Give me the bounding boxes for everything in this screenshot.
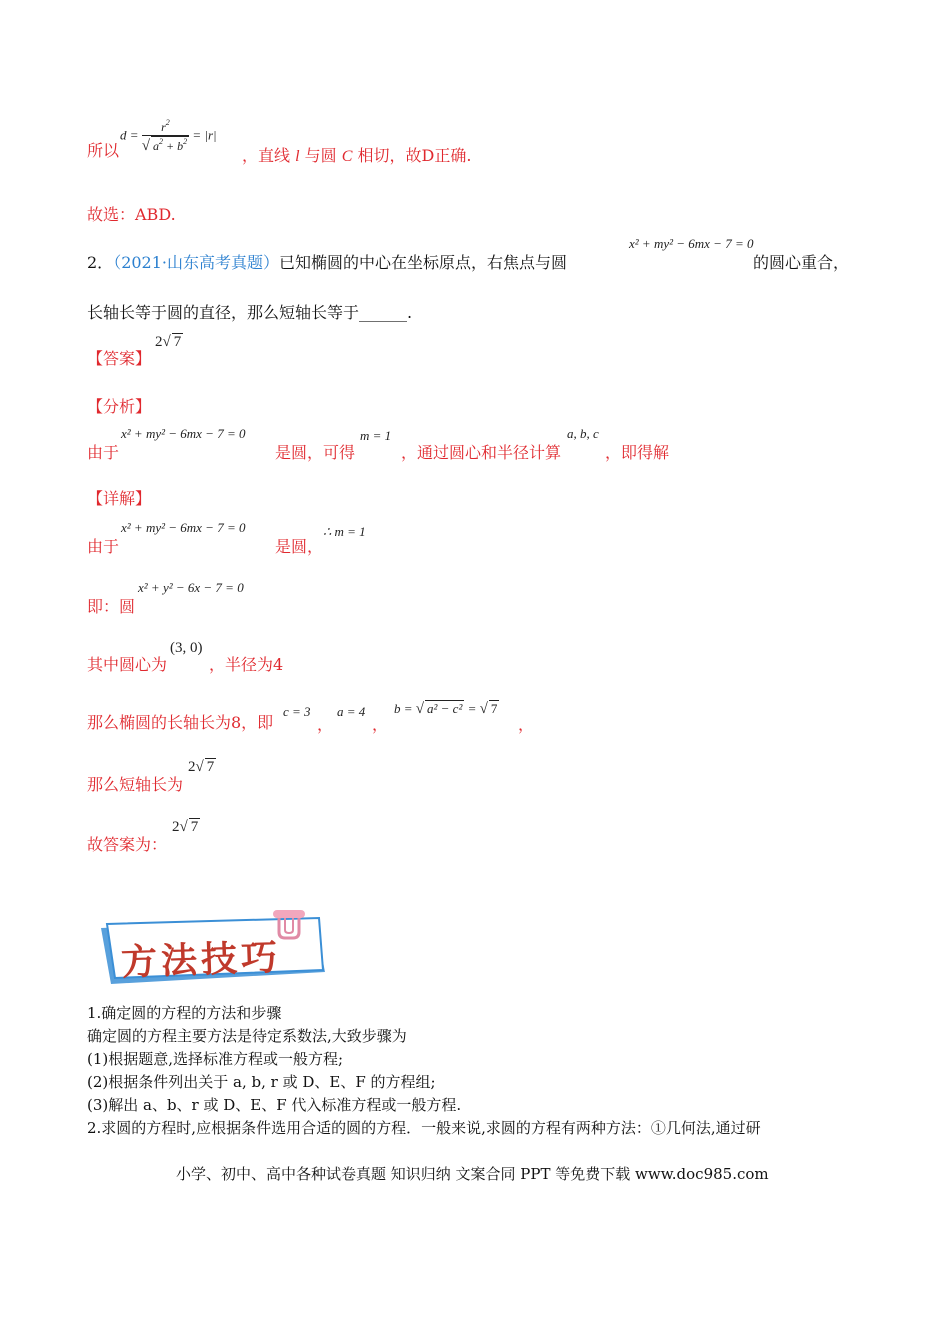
detail-l4-c: c = 3 bbox=[283, 704, 311, 719]
detail-l5-p1: 那么短轴长为 bbox=[87, 775, 184, 794]
formula-lhs: d = bbox=[120, 127, 139, 143]
detail-l6-p1: 故答案为： bbox=[87, 835, 168, 854]
analysis-eq: x² + my² − 6mx − 7 = 0 bbox=[121, 426, 246, 441]
detail-l3-p1: 其中圆心为 bbox=[87, 655, 168, 674]
detail-l3-p2: ，半径为4 bbox=[209, 655, 284, 674]
choice-answer: 故选：ABD. bbox=[87, 205, 176, 224]
analysis-p3: ，通过圆心和半径计算 bbox=[401, 443, 562, 462]
detail-l4-a: a = 4 bbox=[337, 704, 366, 719]
banner-title: 方法技巧 bbox=[120, 937, 282, 984]
distance-formula bbox=[120, 118, 217, 155]
method-line: 2.求圆的方程时,应根据条件选用合适的圆的方程．一般来说,求圆的方程有两种方法：①几何法,通过研 bbox=[87, 1119, 761, 1137]
analysis-abc: a, b, c bbox=[567, 426, 599, 441]
answer-value: 2√ 7 bbox=[155, 334, 182, 350]
method-line: (2)根据条件列出关于 a, b, r 或 D、E、F 的方程组; bbox=[87, 1073, 436, 1091]
detail-l4-sep2: ， bbox=[372, 715, 389, 734]
conclusion-tail: ，直线 l 与圆 C 相切，故D正确. bbox=[242, 146, 472, 165]
formula-fraction: $\frac{r^2}{√ a^2 + b^2}$ bbox=[141, 118, 188, 154]
detail-l4-b: b = √ a² − c² = √ 7 bbox=[394, 701, 498, 717]
detail-l2-p1: 即：圆 bbox=[87, 597, 136, 616]
analysis-p1: 由于 bbox=[87, 443, 120, 462]
method-line: 1.确定圆的方程的方法和步骤 bbox=[87, 1004, 282, 1022]
detail-l4-p1: 那么椭圆的长轴长为8，即 bbox=[87, 713, 274, 732]
analysis-label: 【分析】 bbox=[87, 397, 152, 416]
detail-l1-eq: x² + my² − 6mx − 7 = 0 bbox=[121, 520, 246, 535]
formula-rhs: = |r| bbox=[192, 127, 217, 143]
analysis-p4: ，即得解 bbox=[605, 443, 670, 462]
question-equation: x² + my² − 6mx − 7 = 0 bbox=[629, 236, 754, 251]
method-text bbox=[87, 1002, 761, 1140]
method-line: 确定圆的方程主要方法是待定系数法,大致步骤为 bbox=[87, 1027, 407, 1045]
detail-l4-sep1: ， bbox=[317, 715, 334, 734]
analysis-p2: 是圆，可得 bbox=[275, 443, 356, 462]
page-footer: 小学、初中、高中各种试卷真题 知识归纳 文案合同 PPT 等免费下载 www.doc985.com bbox=[176, 1165, 769, 1183]
question-text-b: 的圆心重合， bbox=[753, 253, 850, 272]
prefix-text: 所以 bbox=[87, 141, 120, 160]
detail-label: 【详解】 bbox=[87, 489, 152, 508]
detail-l1-p2: 是圆， bbox=[275, 537, 324, 556]
analysis-m-eq: m = 1 bbox=[360, 428, 392, 443]
question-number: 2． bbox=[87, 253, 114, 272]
detail-l2-eq: x² + y² − 6x − 7 = 0 bbox=[138, 580, 244, 595]
answer-label: 【答案】 bbox=[87, 349, 152, 368]
method-line: (1)根据题意,选择标准方程或一般方程; bbox=[87, 1050, 344, 1068]
question-2-line-1: 2．（2021·山东高考真题）已知椭圆的中心在坐标原点，右焦点与圆 bbox=[87, 253, 568, 272]
method-line: (3)解出 a、b、r 或 D、E、F 代入标准方程或一般方程. bbox=[87, 1096, 462, 1114]
conclusion-line-d bbox=[87, 138, 119, 161]
method-banner bbox=[93, 910, 333, 990]
detail-l1-p1: 由于 bbox=[87, 537, 120, 556]
detail-l5-value: 2√ 7 bbox=[188, 759, 215, 775]
detail-l6-value: 2√ 7 bbox=[172, 819, 199, 835]
detail-l1-eq2: ∴ m = 1 bbox=[323, 524, 366, 539]
detail-l3-center: (3, 0) bbox=[170, 640, 203, 656]
question-source: （2021·山东高考真题） bbox=[113, 253, 279, 272]
detail-l4-end: ， bbox=[518, 715, 535, 734]
question-2-line-2: 长轴长等于圆的直径，那么短轴长等于______. bbox=[87, 303, 413, 322]
